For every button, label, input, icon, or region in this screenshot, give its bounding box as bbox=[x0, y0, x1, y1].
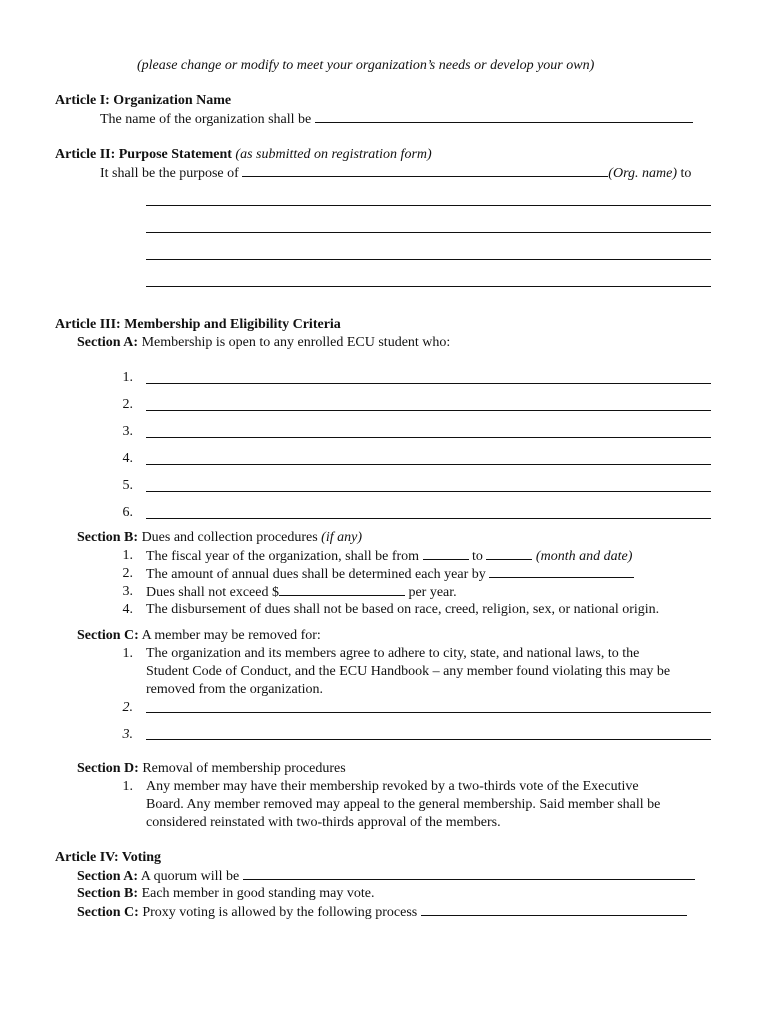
voting-section-b-label: Section B: bbox=[77, 886, 139, 901]
proxy-process-blank[interactable] bbox=[421, 903, 687, 916]
section-a-label: Section A: bbox=[77, 335, 139, 350]
procedure-line: considered reinstated with two-thirds approval of the members. bbox=[146, 815, 501, 830]
quorum-blank[interactable] bbox=[243, 867, 695, 880]
article-4-heading: Article IV: Voting bbox=[55, 850, 162, 865]
fiscal-start-blank[interactable] bbox=[423, 547, 469, 560]
voting-section-b bbox=[77, 885, 374, 902]
dues-limit-text: Dues shall not exceed $ bbox=[146, 585, 279, 600]
instruction-note: (please change or modify to meet your organization’s needs or develop your own) bbox=[137, 58, 595, 73]
fiscal-to: to bbox=[472, 549, 483, 564]
purpose-blank-line-1[interactable] bbox=[146, 205, 711, 206]
article-1-heading: Article I: Organization Name bbox=[55, 93, 232, 108]
purpose-text: It shall be the purpose of bbox=[100, 166, 239, 181]
eligibility-blank-line[interactable] bbox=[146, 464, 711, 465]
voting-section-c-label: Section C: bbox=[77, 905, 139, 920]
removal-reason-line: The organization and its members agree to adhere to city, state, and national laws, to the bbox=[146, 646, 640, 661]
article-3-section-d bbox=[77, 760, 346, 777]
dues-number: 1. bbox=[122, 548, 133, 563]
section-a-text: Membership is open to any enrolled ECU student who: bbox=[141, 335, 451, 350]
org-name-blank[interactable] bbox=[315, 110, 693, 123]
voting-section-c-text: Proxy voting is allowed by the following process bbox=[142, 905, 418, 920]
eligibility-blank-line[interactable] bbox=[146, 491, 711, 492]
annual-dues-line bbox=[146, 565, 634, 583]
eligibility-number: 4. bbox=[122, 451, 133, 466]
fiscal-end-blank[interactable] bbox=[486, 547, 532, 560]
eligibility-blank-line[interactable] bbox=[146, 518, 711, 519]
fiscal-year-line bbox=[146, 547, 632, 565]
purpose-blank-line-4[interactable] bbox=[146, 286, 711, 287]
article-3-heading: Article III: Membership and Eligibility Criteria bbox=[55, 317, 341, 332]
procedure-line: Board. Any member removed may appeal to the general membership. Said member shall be bbox=[146, 797, 661, 812]
removal-blank-line[interactable] bbox=[146, 739, 711, 740]
removal-number: 2. bbox=[122, 700, 133, 715]
purpose-to: to bbox=[680, 166, 692, 181]
disbursement-text: The disbursement of dues shall not be based on race, creed, religion, sex, or national origin. bbox=[146, 602, 660, 617]
article-2-heading-note: (as submitted on registration form) bbox=[235, 147, 432, 162]
eligibility-number: 5. bbox=[122, 478, 133, 493]
section-c-text: A member may be removed for: bbox=[141, 628, 321, 643]
removal-blank-line[interactable] bbox=[146, 712, 711, 713]
eligibility-number: 3. bbox=[122, 424, 133, 439]
voting-section-a bbox=[77, 867, 695, 885]
section-b-label: Section B: bbox=[77, 530, 139, 545]
dues-number: 2. bbox=[122, 566, 133, 581]
dues-limit-blank[interactable] bbox=[279, 583, 405, 596]
article-3-section-c bbox=[77, 627, 321, 644]
org-name-label: (Org. name) bbox=[608, 166, 677, 181]
article-3-section-b bbox=[77, 529, 362, 546]
month-date-note: (month and date) bbox=[535, 549, 633, 564]
article-1-text: The name of the organization shall be bbox=[100, 112, 312, 127]
dues-number: 4. bbox=[122, 602, 133, 617]
voting-section-c bbox=[77, 903, 687, 921]
voting-section-b-text: Each member in good standing may vote. bbox=[141, 886, 375, 901]
purpose-org-blank[interactable] bbox=[242, 164, 608, 177]
dues-limit-line bbox=[146, 583, 457, 601]
article-2-heading: Article II: Purpose Statement bbox=[55, 147, 232, 162]
dues-number: 3. bbox=[122, 584, 133, 599]
eligibility-blank-line[interactable] bbox=[146, 410, 711, 411]
procedure-number: 1. bbox=[122, 779, 133, 794]
section-d-text: Removal of membership procedures bbox=[142, 761, 346, 776]
removal-number: 3. bbox=[122, 727, 133, 742]
eligibility-blank-line[interactable] bbox=[146, 437, 711, 438]
fiscal-year-text: The fiscal year of the organization, shall be from bbox=[146, 549, 420, 564]
procedure-line: Any member may have their membership revoked by a two-thirds vote of the Executive bbox=[146, 779, 639, 794]
voting-section-a-label: Section A: bbox=[77, 869, 139, 884]
section-d-label: Section D: bbox=[77, 761, 139, 776]
purpose-blank-line-2[interactable] bbox=[146, 232, 711, 233]
removal-number: 1. bbox=[122, 646, 133, 661]
dues-limit-suffix: per year. bbox=[408, 585, 457, 600]
eligibility-number: 1. bbox=[122, 370, 133, 385]
eligibility-blank-line[interactable] bbox=[146, 383, 711, 384]
purpose-blank-line-3[interactable] bbox=[146, 259, 711, 260]
purpose-line bbox=[100, 164, 691, 182]
removal-reason-line: removed from the organization. bbox=[146, 682, 324, 697]
eligibility-number: 2. bbox=[122, 397, 133, 412]
eligibility-number: 6. bbox=[122, 505, 133, 520]
article-2-heading-line bbox=[55, 146, 432, 163]
removal-reason-line: Student Code of Conduct, and the ECU Handbook – any member found violating this may be bbox=[146, 664, 671, 679]
section-c-label: Section C: bbox=[77, 628, 139, 643]
voting-section-a-text: A quorum will be bbox=[140, 869, 240, 884]
section-b-note: (if any) bbox=[321, 530, 362, 545]
article-1-line bbox=[100, 110, 693, 128]
annual-dues-text: The amount of annual dues shall be determined each year by bbox=[146, 567, 486, 582]
annual-dues-blank[interactable] bbox=[489, 565, 634, 578]
article-3-section-a bbox=[77, 334, 450, 351]
section-b-text: Dues and collection procedures bbox=[141, 530, 318, 545]
